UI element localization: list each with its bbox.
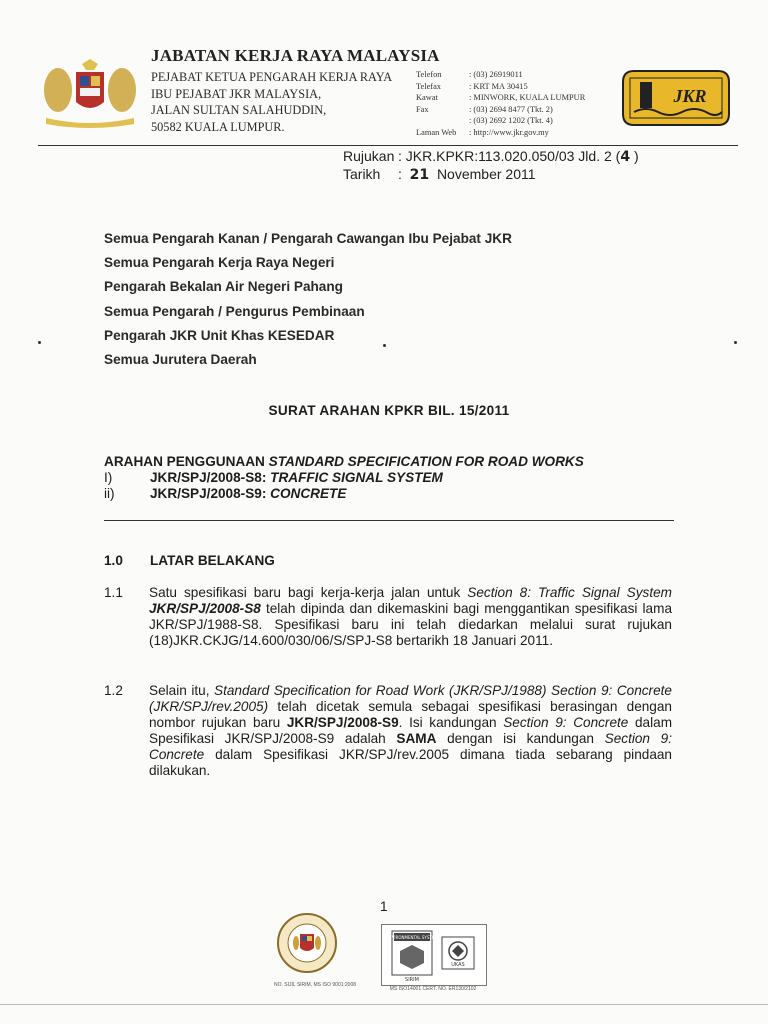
cert-caption: MS ISO14001 CERT. NO. ER130/2102 (389, 986, 477, 992)
contact-label: Kawat (416, 93, 438, 103)
directive-item-number: ii) (104, 486, 115, 501)
jkr-logo-text: JKR (673, 86, 707, 106)
organization-address (151, 69, 392, 135)
date-colon: : (398, 166, 402, 182)
paragraph-bold: SAMA (396, 731, 437, 746)
scan-speck (38, 341, 41, 344)
contact-value: : (03) 26919011 (469, 70, 523, 79)
reference-block (343, 148, 639, 184)
contact-value: : KRT MA 30415 (469, 81, 528, 91)
paragraph-1-1 (149, 585, 672, 649)
scan-edge (0, 1004, 768, 1005)
directive-item-number: I) (104, 470, 113, 485)
directive-item (104, 486, 584, 502)
paragraph-number: 1.2 (104, 683, 123, 698)
paragraph-text: Selain itu, (149, 683, 215, 698)
subject-divider (104, 520, 674, 521)
directive-item-code: JKR/SPJ/2008-S9: (150, 486, 271, 501)
paragraph-1-2 (149, 683, 672, 779)
scan-speck (383, 344, 386, 347)
malaysia-coat-of-arms (36, 58, 144, 128)
quality-certification-seal (276, 912, 338, 974)
paragraph-text: dalam Spesifikasi JKR/SPJ/2008-S9 adalah (149, 715, 673, 746)
reference-label: Rujukan (343, 148, 395, 164)
contact-value: : (03) 2694 8477 (Tkt. 2) (469, 104, 553, 114)
reference-value: : JKR.KPKR:113.020.050/03 Jld. 2 ( (398, 148, 621, 164)
jkr-logo (620, 68, 732, 128)
paragraph-text: telah dicetak semula sebagai spesifikasi berasingan dengan nombor rujukan baru (149, 699, 672, 730)
letter-subject: SURAT ARAHAN KPKR BIL. 15/2011 (268, 403, 510, 418)
contact-values (469, 69, 585, 139)
contact-value: : http://www.jkr.gov.my (469, 127, 549, 137)
address-line: PEJABAT KETUA PENGARAH KERJA RAYA (151, 70, 393, 84)
paragraph-text: dengan isi kandungan (436, 731, 605, 746)
letterhead-divider (38, 145, 738, 146)
recipient: Semua Pengarah / Pengurus Pembinaan (104, 303, 365, 319)
recipients-list (104, 227, 512, 372)
paragraph-bold-italic: JKR/SPJ/2008-S8 (149, 601, 261, 616)
recipient: Semua Pengarah Kanan / Pengarah Cawangan Ibu Pejabat JKR (104, 231, 512, 246)
section-number: 1.0 (104, 553, 123, 568)
recipient: Semua Pengarah Kerja Raya Negeri (104, 255, 335, 271)
directive-title-plain: ARAHAN PENGGUNAAN (104, 454, 269, 469)
contact-label: Laman Web (416, 127, 457, 137)
cert-bottom-right: UKAS (451, 962, 465, 968)
reference-handwritten-number: 4 (620, 149, 631, 165)
directive-title (104, 454, 584, 470)
environmental-certification-mark (381, 924, 487, 986)
address-line: 50582 KUALA LUMPUR. (151, 119, 285, 134)
paragraph-number: 1.1 (104, 585, 123, 600)
page-number: 1 (380, 899, 388, 914)
contact-labels (416, 69, 456, 139)
contact-label: Telefon (416, 70, 442, 79)
paragraph-text: telah dipinda dan dikemaskini bagi menggantikan spesifikasi lama JKR/SPJ/1988-S8. Spesifikasi baru ini telah diedarkan melalui surat rujukan (18)JKR.CKJG/14.600/030/06/S/SPJ-S8 bertarikh 18 Januari 2011. (149, 601, 672, 648)
reference-line (343, 148, 639, 166)
date-day-handwritten: 21 (409, 167, 430, 183)
contact-label: Fax (416, 104, 429, 114)
directive-item-name: CONCRETE (270, 486, 347, 501)
recipient: Pengarah JKR Unit Khas KESEDAR (104, 327, 335, 343)
address-line: IBU PEJABAT JKR MALAYSIA, (151, 86, 322, 101)
section-title: LATAR BELAKANG (150, 553, 275, 568)
cert-top-text: ENVIRONMENTAL SYSTEM (386, 935, 438, 940)
organization-name: JABATAN KERJA RAYA MALAYSIA (151, 46, 440, 65)
paragraph-text: . Isi kandungan (398, 715, 504, 730)
directive-title-italic: STANDARD SPECIFICATION FOR ROAD WORKS (268, 454, 584, 469)
paragraph-italic: Standard Specification for Road Work (JKR/SPJ/1988) Section 9: Concrete (JKR/SPJ/rev.2005) (149, 683, 672, 714)
contact-value: : (03) 2692 1202 (Tkt. 4) (469, 116, 553, 126)
paragraph-italic: Section 9: Concrete (149, 731, 672, 762)
contact-label (416, 115, 456, 127)
recipient: Semua Jurutera Daerah (104, 352, 257, 368)
paragraph-italic: Section 8: Traffic Signal System (467, 585, 672, 600)
directive-heading (104, 454, 584, 502)
seal-caption: NO. SIJIL SIRIM, MS ISO 9001:2008 (273, 982, 357, 988)
address-line: JALAN SULTAN SALAHUDDIN, (151, 103, 327, 117)
date-month-year: November 2011 (436, 166, 536, 182)
reference-close: ) (630, 148, 639, 164)
scan-speck (734, 341, 737, 344)
directive-item-name: TRAFFIC SIGNAL SYSTEM (270, 470, 443, 485)
contact-value: : MINWORK, KUALA LUMPUR (469, 93, 586, 103)
date-label: Tarikh (343, 166, 381, 182)
cert-bottom-left: SIRIM (405, 977, 419, 983)
paragraph-bold: JKR/SPJ/2008-S9 (286, 715, 399, 730)
directive-item-code: JKR/SPJ/2008-S8: (150, 470, 271, 485)
paragraph-italic: Section 9: Concrete (503, 715, 629, 730)
contact-label: Telefax (416, 81, 441, 91)
directive-item (104, 470, 584, 486)
paragraph-text: dalam Spesifikasi JKR/SPJ/rev.2005 dimana tiada sebarang pindaan dilakukan. (149, 747, 672, 778)
recipient: Pengarah Bekalan Air Negeri Pahang (104, 279, 343, 295)
paragraph-text: Satu spesifikasi baru bagi kerja-kerja jalan untuk (149, 585, 468, 600)
section-heading (104, 553, 275, 568)
date-line (343, 166, 639, 184)
